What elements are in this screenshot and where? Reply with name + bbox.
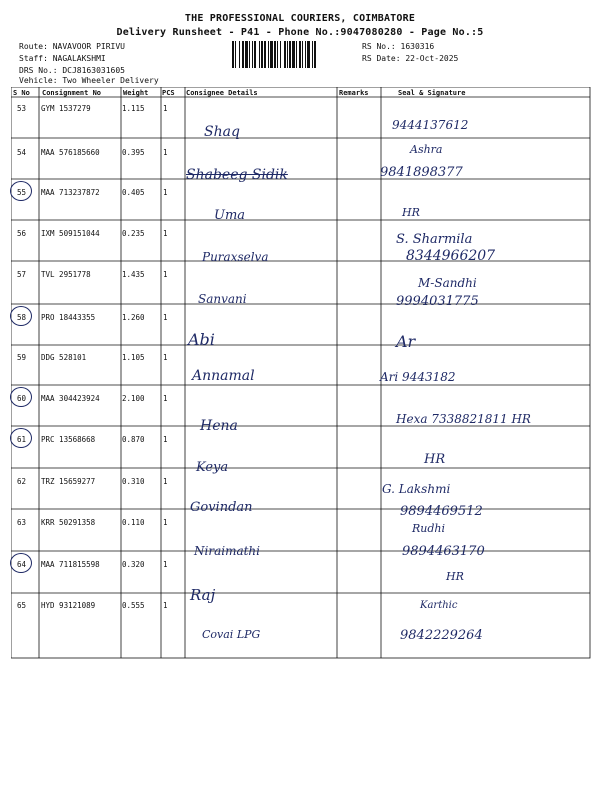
handwritten-signature: M-Sandhi — [418, 276, 477, 290]
row-54-consignment: MAA 576185660 — [41, 148, 100, 157]
handwritten-signature: Hexa 7338821811 HR — [396, 412, 531, 426]
row-64-sno: 64 — [17, 560, 27, 569]
staff-label: Staff: NAGALAKSHMI — [19, 54, 106, 63]
row-57-consignment: TVL 2951778 — [41, 270, 91, 279]
barcode-bar — [235, 41, 236, 68]
col-header-consignee: Consignee Details — [186, 89, 258, 97]
barcode-bar — [277, 41, 278, 68]
row-61-consignment: PRC 13568668 — [41, 435, 96, 444]
handwritten-consignee: Keya — [196, 460, 229, 475]
barcode-bar — [261, 41, 263, 68]
row-59-pcs: 1 — [163, 353, 168, 362]
sno-circle-mark — [10, 387, 32, 407]
row-53-sno: 53 — [17, 104, 27, 113]
row-57-sno: 57 — [17, 270, 27, 279]
barcode-bar — [280, 41, 281, 68]
col-header-weight: Weight — [123, 89, 149, 97]
barcode-bar — [314, 41, 316, 68]
row-58-consignment: PRO 18443355 — [41, 313, 96, 322]
col-header-remarks: Remarks — [339, 89, 369, 97]
handwritten-signature: HR — [424, 452, 446, 467]
row-65-consignment: HYD 93121089 — [41, 601, 96, 610]
row-60-sno: 60 — [17, 394, 27, 403]
barcode-bar — [296, 41, 297, 68]
handwritten-signature: Karthic — [420, 600, 458, 611]
handwritten-signature: S. Sharmila — [396, 232, 473, 247]
row-55-pcs: 1 — [163, 188, 168, 197]
barcode-bar — [274, 41, 276, 68]
rs-number: RS No.: 1630316 — [362, 42, 435, 51]
barcode-bar — [284, 41, 286, 68]
handwritten-signature: 9894469512 — [400, 504, 483, 519]
barcode-bar — [270, 41, 273, 68]
row-65-sno: 65 — [17, 601, 27, 610]
handwritten-signature: 8344966207 — [406, 248, 496, 264]
drs-number: DRS No.: DCJ8163031605 — [19, 66, 125, 75]
row-53-weight: 1.115 — [122, 104, 145, 113]
sno-circle-mark — [10, 553, 32, 573]
barcode-bar — [287, 41, 288, 68]
row-59-weight: 1.105 — [122, 353, 145, 362]
handwritten-consignee: Govindan — [190, 500, 253, 515]
barcode-bar — [259, 41, 260, 68]
row-64-pcs: 1 — [163, 560, 168, 569]
row-60-weight: 2.100 — [122, 394, 145, 403]
row-53-consignment: GYM 1537279 — [41, 104, 91, 113]
sno-circle-mark — [10, 181, 32, 201]
row-63-pcs: 1 — [163, 518, 168, 527]
barcode-bar — [252, 41, 253, 68]
row-57-weight: 1.435 — [122, 270, 145, 279]
row-55-consignment: MAA 713237872 — [41, 188, 100, 197]
row-53-pcs: 1 — [163, 104, 168, 113]
row-63-consignment: KRR 50291358 — [41, 518, 96, 527]
barcode-bar — [312, 41, 313, 68]
row-58-pcs: 1 — [163, 313, 168, 322]
row-60-consignment: MAA 304423924 — [41, 394, 100, 403]
handwritten-signature: G. Lakshmi — [382, 482, 451, 496]
sheet-title: THE PROFESSIONAL COURIERS, COIMBATORE — [184, 13, 416, 24]
row-60-pcs: 1 — [163, 394, 168, 403]
barcode-bar — [232, 41, 234, 68]
sno-circle-mark — [10, 428, 32, 448]
handwritten-signature: 9894463170 — [402, 544, 485, 559]
barcode-bar — [249, 41, 250, 68]
rs-date: RS Date: 22-Oct-2025 — [362, 54, 459, 63]
route-label: Route: NAVAVOOR PIRIVU — [19, 42, 125, 51]
barcode-bar — [264, 41, 266, 68]
row-54-sno: 54 — [17, 148, 27, 157]
row-62-consignment: TRZ 15659277 — [41, 477, 96, 486]
barcode-bar — [289, 41, 291, 68]
row-61-pcs: 1 — [163, 435, 168, 444]
handwritten-signature: Ari 9443182 — [380, 370, 456, 384]
table-grid-lines — [11, 87, 590, 658]
col-header-sno: S No — [13, 89, 30, 97]
row-divider-lines — [11, 138, 590, 593]
handwritten-signature: 9994031775 — [396, 294, 479, 309]
row-62-pcs: 1 — [163, 477, 168, 486]
handwritten-signature: Rudhi — [412, 522, 446, 535]
row-57-pcs: 1 — [163, 270, 168, 279]
row-56-weight: 0.235 — [122, 229, 145, 238]
handwritten-consignee: Covai LPG — [202, 628, 261, 641]
row-55-weight: 0.405 — [122, 188, 145, 197]
handwritten-consignee: Hena — [200, 418, 238, 434]
barcode-bar — [305, 41, 306, 68]
barcode-bar — [242, 41, 244, 68]
row-62-sno: 62 — [17, 477, 27, 486]
row-63-weight: 0.110 — [122, 518, 145, 527]
handwritten-signature: 9444137612 — [392, 118, 469, 132]
row-55-sno: 55 — [17, 188, 27, 197]
barcode-image — [232, 41, 356, 68]
handwritten-signature: Ashra — [410, 143, 443, 156]
barcode-bar — [292, 41, 295, 68]
handwritten-consignee: Shabeeg Sidik — [186, 167, 288, 183]
row-59-consignment: DDG 528101 — [41, 353, 87, 362]
handwritten-consignee: Shaq — [204, 124, 240, 140]
row-65-weight: 0.555 — [122, 601, 145, 610]
handwritten-signature: HR — [446, 570, 464, 583]
handwritten-signature: Ar — [396, 332, 416, 351]
row-65-pcs: 1 — [163, 601, 168, 610]
handwritten-consignee: Puraxselva — [202, 250, 269, 264]
handwritten-signature: 9842229264 — [400, 628, 483, 643]
row-56-pcs: 1 — [163, 229, 168, 238]
handwritten-consignee: Sanvani — [198, 292, 247, 306]
handwritten-consignee: Annamal — [192, 368, 255, 384]
barcode-bar — [245, 41, 248, 68]
row-61-weight: 0.870 — [122, 435, 145, 444]
runsheet-table — [11, 87, 591, 659]
row-58-sno: 58 — [17, 313, 27, 322]
col-header-consignment: Consignment No — [42, 89, 102, 97]
col-header-pcs: PCS — [162, 89, 175, 97]
handwritten-consignee: Abi — [188, 330, 215, 349]
barcode-bar — [299, 41, 301, 68]
sno-circle-mark — [10, 306, 32, 326]
barcode-bar — [307, 41, 310, 68]
row-62-weight: 0.310 — [122, 477, 145, 486]
row-58-weight: 1.260 — [122, 313, 145, 322]
row-59-sno: 59 — [17, 353, 27, 362]
col-header-seal: Seal & Signature — [398, 89, 466, 97]
handwritten-consignee: Niraimathi — [194, 544, 260, 558]
row-64-consignment: MAA 711815598 — [41, 560, 100, 569]
row-56-consignment: IXM 509151044 — [41, 229, 100, 238]
handwritten-consignee: Raj — [190, 586, 216, 604]
sheet-subtitle: Delivery Runsheet - P41 - Phone No.:9047080280 - Page No.:5 — [116, 27, 484, 38]
handwritten-signature: 9841898377 — [380, 165, 463, 180]
barcode-bar — [254, 41, 256, 68]
barcode-bar — [239, 41, 240, 68]
vehicle-label: Vehicle: Two Wheeler Delivery — [19, 76, 159, 85]
row-54-weight: 0.395 — [122, 148, 145, 157]
row-61-sno: 61 — [17, 435, 27, 444]
handwritten-signature: HR — [402, 206, 420, 219]
row-63-sno: 63 — [17, 518, 27, 527]
barcode-bar — [268, 41, 269, 68]
barcode-bar — [302, 41, 303, 68]
row-56-sno: 56 — [17, 229, 27, 238]
row-64-weight: 0.320 — [122, 560, 145, 569]
handwritten-consignee: Uma — [214, 208, 246, 223]
row-54-pcs: 1 — [163, 148, 168, 157]
